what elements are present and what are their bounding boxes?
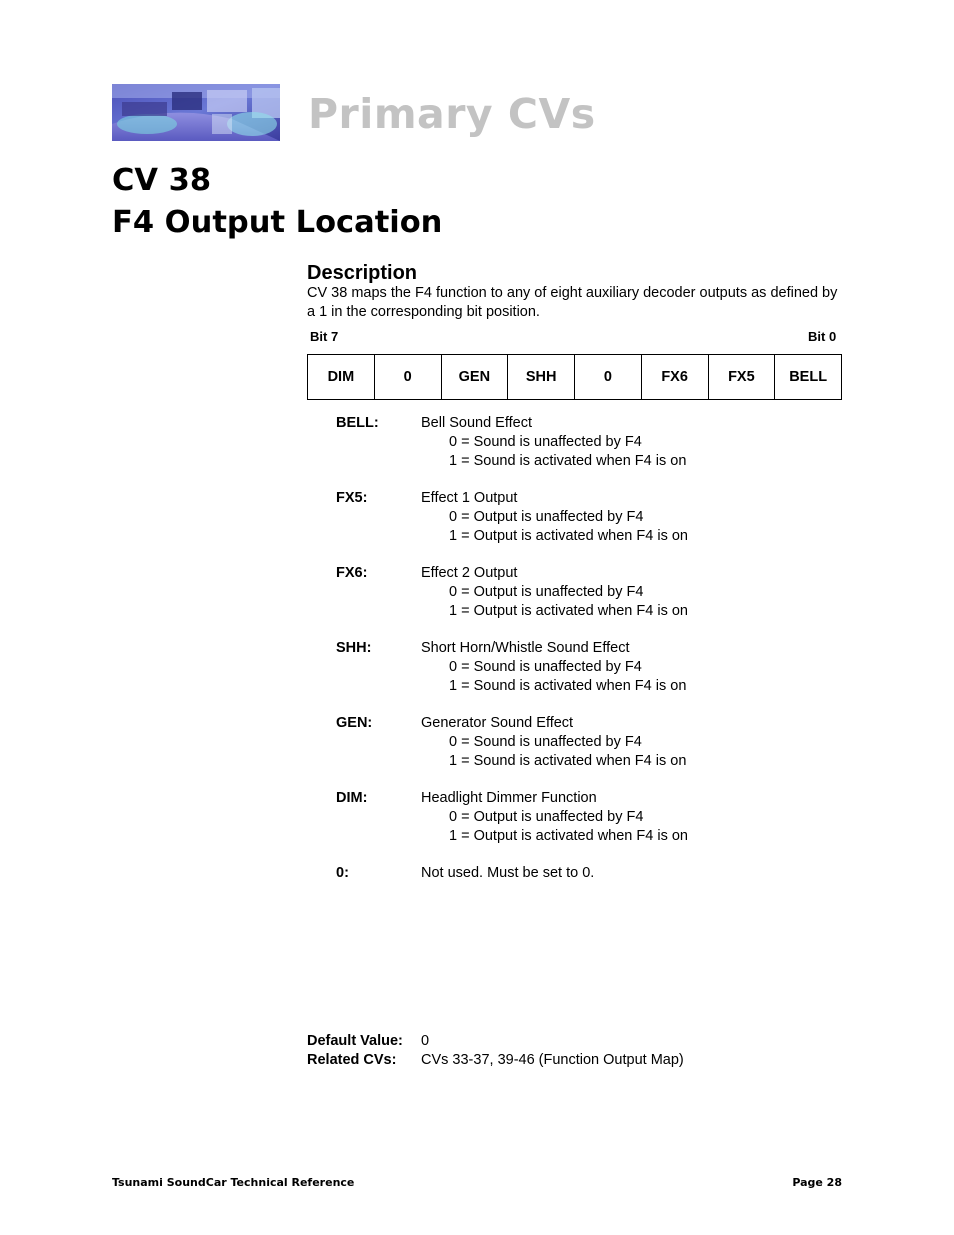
definition-bell bbox=[336, 414, 836, 471]
bit-cell: SHH bbox=[508, 355, 575, 400]
bit-cell: 0 bbox=[575, 355, 642, 400]
cv-title bbox=[112, 160, 442, 244]
description-heading: Description bbox=[307, 262, 418, 284]
default-value-row bbox=[307, 1032, 684, 1051]
description-text: CV 38 maps the F4 function to any of eight auxiliary decoder outputs as defined by a 1 in the corresponding bit position. bbox=[307, 285, 838, 320]
definition-option: 1 = Output is activated when F4 is on bbox=[449, 828, 688, 844]
related-cvs-label: Related CVs: bbox=[307, 1052, 397, 1068]
footer-page-number: Page 28 bbox=[792, 1176, 842, 1189]
definition-title: Not used. Must be set to 0. bbox=[421, 865, 595, 881]
definition-option: 1 = Sound is activated when F4 is on bbox=[449, 453, 687, 469]
definition-title: Effect 1 Output bbox=[421, 490, 518, 506]
default-value-label: Default Value: bbox=[307, 1033, 403, 1049]
definition-title: Generator Sound Effect bbox=[421, 715, 574, 731]
definition-gen bbox=[336, 714, 836, 771]
definition-option: 0 = Output is unaffected by F4 bbox=[449, 809, 644, 825]
locomotive-interior-photo-icon bbox=[112, 84, 280, 141]
bit-cell: FX6 bbox=[641, 355, 708, 400]
definition-key: BELL: bbox=[336, 415, 379, 431]
definition-shh bbox=[336, 639, 836, 696]
section-title: Primary CVs bbox=[308, 90, 596, 138]
bit-7-label: Bit 7 bbox=[310, 329, 339, 344]
definition-key: DIM: bbox=[336, 790, 368, 806]
definition-dim bbox=[336, 789, 836, 846]
definition-option: 1 = Output is activated when F4 is on bbox=[449, 603, 688, 619]
definition-option: 0 = Sound is unaffected by F4 bbox=[449, 659, 642, 675]
bit-0-label: Bit 0 bbox=[808, 329, 837, 344]
cv-name: F4 Output Location bbox=[112, 205, 443, 240]
bit-cell: DIM bbox=[308, 355, 375, 400]
definition-zero bbox=[336, 864, 836, 883]
definition-title: Headlight Dimmer Function bbox=[421, 790, 597, 806]
cv-metadata bbox=[307, 1032, 684, 1070]
bit-definitions bbox=[336, 414, 836, 901]
definition-option: 0 = Sound is unaffected by F4 bbox=[449, 434, 642, 450]
definition-fx5 bbox=[336, 489, 836, 546]
definition-key: SHH: bbox=[336, 640, 372, 656]
definition-option: 0 = Sound is unaffected by F4 bbox=[449, 734, 642, 750]
bit-cell: FX5 bbox=[708, 355, 775, 400]
related-cvs-value: CVs 33-37, 39-46 (Function Output Map) bbox=[421, 1052, 684, 1068]
definition-key: 0: bbox=[336, 865, 349, 881]
bit-cell: GEN bbox=[441, 355, 508, 400]
definition-option: 1 = Sound is activated when F4 is on bbox=[449, 678, 687, 694]
definition-option: 1 = Output is activated when F4 is on bbox=[449, 528, 688, 544]
bit-map-table bbox=[307, 354, 842, 400]
definition-option: 0 = Output is unaffected by F4 bbox=[449, 509, 644, 525]
bit-cell: BELL bbox=[775, 355, 842, 400]
definition-option: 1 = Sound is activated when F4 is on bbox=[449, 753, 687, 769]
definition-key: FX5: bbox=[336, 490, 368, 506]
definition-key: GEN: bbox=[336, 715, 373, 731]
footer-document-title: Tsunami SoundCar Technical Reference bbox=[112, 1176, 355, 1189]
definition-key: FX6: bbox=[336, 565, 368, 581]
related-cvs-row bbox=[307, 1051, 684, 1070]
default-value: 0 bbox=[421, 1033, 430, 1049]
definition-fx6 bbox=[336, 564, 836, 621]
cv-number: CV 38 bbox=[112, 163, 212, 198]
definition-title: Short Horn/Whistle Sound Effect bbox=[421, 640, 630, 656]
definition-title: Bell Sound Effect bbox=[421, 415, 532, 431]
definition-title: Effect 2 Output bbox=[421, 565, 518, 581]
bit-cell: 0 bbox=[374, 355, 441, 400]
definition-option: 0 = Output is unaffected by F4 bbox=[449, 584, 644, 600]
header-photo bbox=[112, 84, 280, 141]
bit-row bbox=[308, 355, 842, 400]
